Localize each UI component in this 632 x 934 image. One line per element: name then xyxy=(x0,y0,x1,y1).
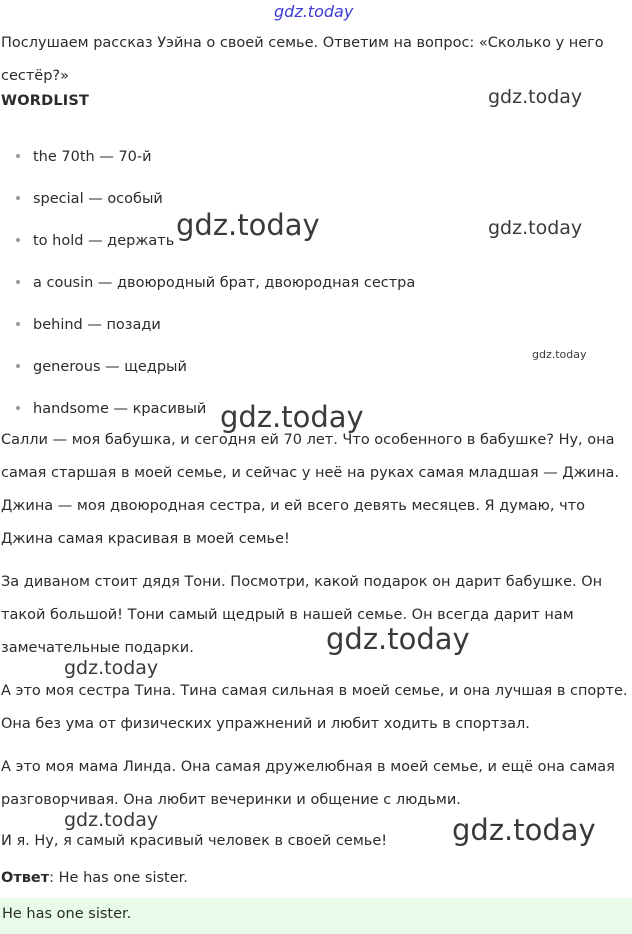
bullet-icon xyxy=(16,322,20,326)
bullet-icon xyxy=(16,280,20,284)
story-paragraph: Салли — моя бабушка, и сегодня ей 70 лет. Что особенного в бабушке? Ну, она самая старшая в моей семье, и сейчас у неё на руках самая младшая — Джина. Джина — моя двоюродная сестра, и ей всего девять месяцев. Я думаю, что Джина самая красивая в моей семье! xyxy=(1,432,620,547)
bullet-icon xyxy=(16,406,20,410)
watermark: gdz.today xyxy=(488,217,583,239)
watermark: gdz.today xyxy=(326,622,470,656)
answer-label: Ответ xyxy=(1,870,50,886)
wordlist-heading: WORDLIST xyxy=(1,93,90,109)
story-paragraph: И я. Ну, я самый красивый человек в своей семье! xyxy=(1,833,388,849)
answer-box xyxy=(0,898,632,934)
watermark: gdz.today xyxy=(64,809,159,831)
answer-box-text: He has one sister. xyxy=(2,906,132,922)
watermark: gdz.today xyxy=(64,657,159,679)
watermark: gdz.today xyxy=(452,813,596,847)
watermark: gdz.today xyxy=(532,348,587,361)
watermark: gdz.today xyxy=(176,208,320,242)
bullet-icon xyxy=(16,154,20,158)
story-paragraph: За диваном стоит дядя Тони. Посмотри, какой подарок он дарит бабушке. Он такой большой! Тони самый щедрый в нашей семье. Он всегда дарит нам замечательные подарки. xyxy=(1,574,603,656)
bullet-icon xyxy=(16,238,20,242)
watermark: gdz.today xyxy=(488,86,583,108)
bullet-icon xyxy=(16,196,20,200)
watermark-top: gdz.today xyxy=(274,2,354,21)
answer-text: : He has one sister. xyxy=(49,870,188,886)
story-paragraph: А это моя мама Линда. Она самая дружелюбная в моей семье, и ещё она самая разговорчивая. Она любит вечеринки и общение с людьми. xyxy=(1,759,615,808)
bullet-icon xyxy=(16,364,20,368)
watermark: gdz.today xyxy=(220,400,364,434)
intro-text: Послушаем рассказ Уэйна о своей семье. Ответим на вопрос: «Сколько у него сестёр?» xyxy=(1,35,604,84)
answer-line xyxy=(1,870,188,886)
story-paragraph: А это моя сестра Тина. Тина самая сильная в моей семье, и она лучшая в спорте. Она без ума от физических упражнений и любит ходить в спортзал. xyxy=(1,683,628,732)
